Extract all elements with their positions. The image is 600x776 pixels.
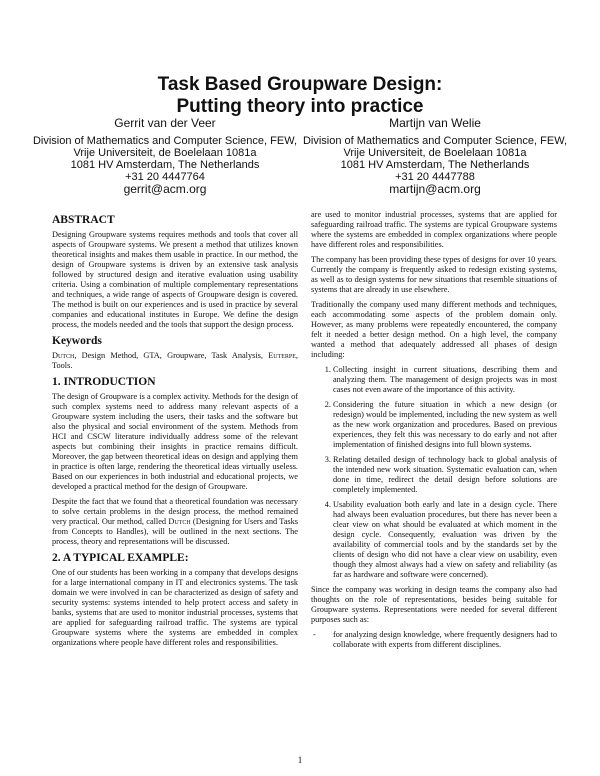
author-affiliation: Division of Mathematics and Computer Science, FEW, — [32, 135, 298, 147]
list-item: - for analyzing design knowledge, where frequently designers had to collaborate with experts from different disciplines. — [333, 630, 557, 650]
list-item: 2. Considering the future situation in which a new design (or redesign) would be implemented, including the new system as well as the new work organization and procedures. Based on previous experiences, they felt this was necessary to do early and not after implementation of finished designs into full blown systems. — [333, 400, 557, 450]
author-email: gerrit@acm.org — [123, 182, 207, 196]
author-phone: +31 20 4447788 — [395, 171, 475, 183]
author-phone: +31 20 4447764 — [125, 171, 205, 183]
intro-paragraph: The design of Groupware is a complex activity. Methods for the design of such complex systems need to address many relevant aspects of a Groupware system including the users, their tasks and the software but also the physical and social environment of the system. Methods from HCI and CSCW literature individually address some of the relevant aspects but combining their insights in practice remains difficult. Moreover, the gap between theoretical ideas on design and applying them in practice is often large, rendering the theoretical ideas virtually useless. Based on our experiences in both industrial and educational projects, we developed a practical method for the design of Groupware. — [52, 392, 298, 491]
example-paragraph: One of our students has been working in a company that develops designs for a large international company in IT and electronics systems. The task domain we were involved in can be characterized as design of safety and security systems: systems intended to help protect access and safety in banks, systems that are used to monitor industrial processes, systems that are applied for safeguarding railroad traffic. The systems are typical Groupware systems where the systems are embedded in complex organizations where people have different roles and responsibilities. — [52, 568, 298, 647]
keyword-dutch: Dutch — [52, 351, 75, 360]
paper-title — [0, 74, 600, 118]
example-paragraph: Traditionally the company used many different methods and techniques, each accommodating some aspects of the problem domain only. However, as many problems were repeatedly encountered, the company felt it needed a better design method. On a high level, the company wanted a method that adequately addressed all phases of design including: — [311, 300, 557, 359]
intro-paragraph — [52, 497, 298, 547]
introduction-heading: 1. INTRODUCTION — [52, 376, 156, 388]
author-name: Gerrit van der Veer — [114, 116, 216, 130]
left-column — [52, 210, 299, 647]
abstract-heading: ABSTRACT — [52, 214, 115, 226]
author-email: martijn@acm.org — [389, 182, 481, 196]
keyword-euterpe: Euterpe — [268, 351, 296, 360]
author-affiliation: Division of Mathematics and Computer Science, FEW, — [302, 135, 568, 147]
author-affiliation: Vrije Universiteit, de Boelelaan 1081a — [73, 147, 257, 159]
author-affiliation: Vrije Universiteit, de Boelelaan 1081a — [343, 147, 527, 159]
author-block-1 — [30, 117, 300, 195]
example-paragraph: Since the company was working in design teams the company also had thoughts on the role of representations, besides being suitable for Groupware systems. Representations were needed for several different purposes such as: — [311, 585, 557, 624]
author-affiliation: 1081 HV Amsterdam, The Netherlands — [70, 159, 260, 171]
keywords-heading: Keywords — [52, 335, 102, 347]
method-name: Dutch — [168, 517, 191, 526]
keywords-end: , Tools. — [52, 351, 298, 370]
author-affiliation: 1081 HV Amsterdam, The Netherlands — [340, 159, 530, 171]
author-block-2 — [300, 117, 570, 195]
intro-text: Despite the fact that we found that a theoretical foundation was necessary to solve certain problems in the design process, the method remained very practical. Our method, called — [52, 497, 298, 526]
author-name: Martijn van Welie — [389, 116, 481, 130]
title-line-2: Putting theory into practice — [176, 96, 424, 117]
abstract-text: Designing Groupware systems requires methods and tools that cover all aspects of Groupware systems. We present a method that utilizes known theoretical insights and makes them usable in practice. In our method, the design of Groupware systems is driven by an extensive task analysis followed by structured design and iterative evaluation using usability criteria. Using a combination of multiple complementary representations and techniques, a wide range of aspects of Groupware design is covered. The method is built on our experiences and is used in practice by several companies and educational institutes in Europe. We define the design process, the models needed and the tools that support the design process. — [52, 230, 298, 329]
page-number: 1 — [297, 755, 303, 765]
list-item: 4. Usability evaluation both early and late in a design cycle. There had always been evaluation procedures, but there has never been a clear view on what should be evaluated at which moment in the design cycle. Consequently, evaluation was driven by the availability of commercial tools and by the standards set by the clients of design who did not have a clear view on usability, even though they almost always had a view on safety and reliability (as far as hardware and software were concerned). — [333, 500, 557, 580]
title-line-1: Task Based Groupware Design: — [157, 74, 443, 95]
list-item: 1. Collecting insight in current situations, describing them and analyzing them. The management of design projects was in most cases not even aware of the importance of this activity. — [333, 365, 557, 395]
phases-list — [311, 365, 557, 580]
keywords-text — [52, 351, 298, 371]
example-paragraph-cont: are used to monitor industrial processes, systems that are applied for safeguarding railroad traffic. The systems are typical Groupware systems where the systems are embedded in complex organizations where people have different roles and responsibilities. — [311, 210, 557, 249]
keywords-rest: , Design Method, GTA, Groupware, Task Analysis, — [74, 351, 269, 360]
intro-text: (Designing for Users and Tasks from Concepts to Handles), will be outlined in the next sections. The process, theory and representations will be discussed. — [52, 517, 299, 546]
purposes-list — [311, 630, 557, 650]
list-item: 3. Relating detailed design of technology back to global analysis of the intended new work situation. Systematic evaluation can, when done in time, redirect the detail design before solutions are completely implemented. — [333, 455, 557, 495]
example-heading: 2. A TYPICAL EXAMPLE: — [52, 552, 189, 564]
example-paragraph: The company has been providing these types of designs for over 10 years. Currently the company is frequently asked to redesign existing systems, as well as to design systems for new situations that resemble situations of systems that are already in use elsewhere. — [311, 255, 557, 294]
right-column — [311, 210, 557, 650]
